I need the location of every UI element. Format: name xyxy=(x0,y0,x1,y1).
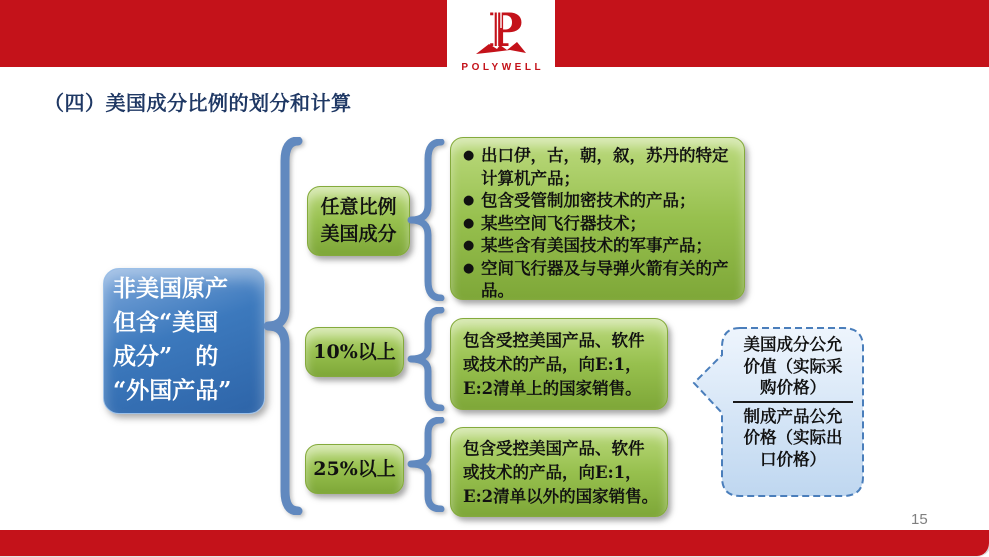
detail-box-over-25pct xyxy=(450,427,668,517)
detail-box-any-ratio xyxy=(450,137,745,300)
bullet-icon xyxy=(463,258,481,303)
bullet-text: 包含受管制加密技术的产品； xyxy=(481,191,696,210)
formula-denominator-line: 口价格） xyxy=(760,449,826,469)
formula-denominator-line: 价格（实际出 xyxy=(743,428,843,447)
row-brace-2 xyxy=(407,307,447,411)
formula-numerator-line: 美国成分公允 xyxy=(743,335,843,354)
detail-box-over-10pct xyxy=(450,318,668,410)
bullet-item xyxy=(463,190,736,213)
condition-box-any-ratio xyxy=(307,186,410,256)
bullet-icon xyxy=(463,145,481,190)
condition-line: 25%以上 xyxy=(313,457,396,480)
formula-numerator-line: 价值（实际采 xyxy=(743,356,843,376)
bullet-item xyxy=(463,235,736,258)
source-line: 但含“美国 xyxy=(113,309,219,336)
formula-denominator-line: 制成产品公允 xyxy=(743,406,843,426)
bullet-icon xyxy=(463,190,481,213)
bullet-text: 空间飞行器及与导弹火箭有关的产品。 xyxy=(481,258,729,300)
source-line: “外国产品” xyxy=(113,377,232,404)
condition-line: 10%以上 xyxy=(313,340,396,363)
condition-line: 美国成分 xyxy=(320,223,397,245)
fraction-divider-line xyxy=(733,401,853,403)
detail-line: 包含受控美国产品、软件 xyxy=(463,439,645,458)
logo-monogram: P xyxy=(488,4,523,57)
page-number: 15 xyxy=(911,511,928,528)
condition-box-over-10pct xyxy=(305,327,404,377)
company-logo xyxy=(447,0,555,84)
bullet-text: 某些空间飞行器技术； xyxy=(481,213,646,233)
bullet-text: 出口伊，古，朝，叙，苏丹的特定计算机产品； xyxy=(481,146,729,188)
detail-line: 包含受控美国产品、软件 xyxy=(463,331,645,350)
bullet-icon xyxy=(463,235,481,258)
page-title: （四）美国成分比例的划分和计算 xyxy=(44,93,352,115)
formula-numerator-line: 购价格） xyxy=(760,378,826,397)
polywell-p-icon xyxy=(474,4,528,60)
bullet-text: 某些含有美国技术的军事产品； xyxy=(481,236,712,255)
brand-name: POLYWELL xyxy=(461,62,545,73)
condition-box-over-25pct xyxy=(305,444,404,494)
detail-line: 或技术的产品，向E:1， xyxy=(463,463,642,482)
detail-line: 或技术的产品，向E:1， xyxy=(463,355,642,374)
bullet-item xyxy=(463,213,736,236)
condition-line: 任意比例 xyxy=(320,196,397,218)
source-line: 非美国原产 xyxy=(113,275,228,302)
detail-line: E:2清单上的国家销售。 xyxy=(463,379,642,398)
bullet-item xyxy=(463,258,736,303)
source-box-foreign-product xyxy=(103,268,265,414)
formula-callout-text xyxy=(724,334,862,470)
row-brace-1 xyxy=(407,139,447,301)
source-line: 成分” 的 xyxy=(113,343,219,370)
bottom-red-band xyxy=(0,530,989,556)
bullet-icon xyxy=(463,213,481,236)
bullet-item xyxy=(463,145,736,190)
detail-line: E:2清单以外的国家销售。 xyxy=(463,487,659,506)
row-brace-3 xyxy=(407,417,447,512)
main-left-brace xyxy=(263,137,303,515)
